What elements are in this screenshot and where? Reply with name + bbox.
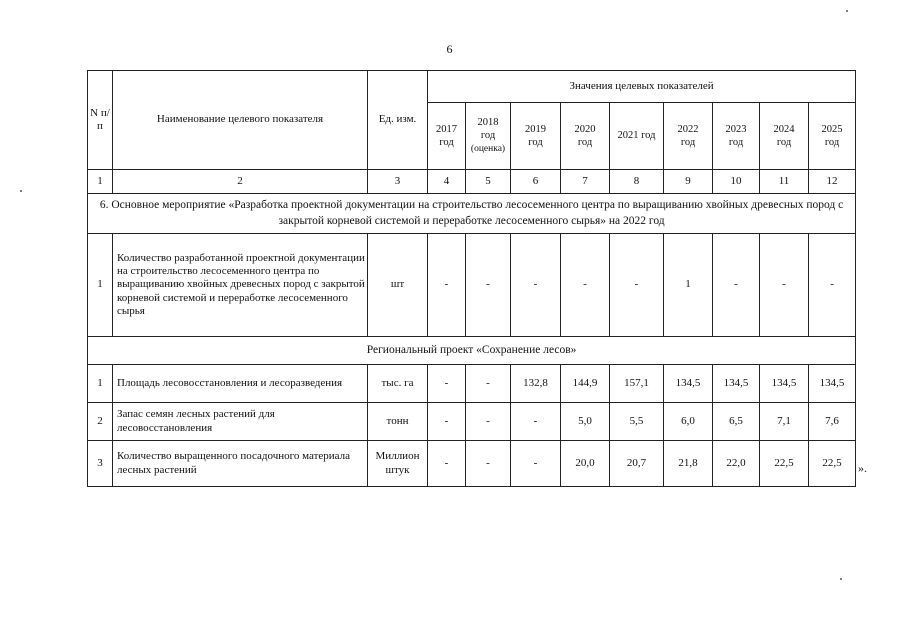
indicator-value: 132,8 [511, 365, 561, 403]
target-indicators-table [87, 70, 856, 487]
header-year-line1: 2020 [574, 123, 596, 135]
page-number: 6 [446, 42, 453, 56]
header-year-line1: 2023 [725, 123, 747, 135]
column-number: 5 [466, 170, 511, 194]
header-year-line2: год [577, 137, 593, 148]
column-number: 6 [511, 170, 561, 194]
indicator-value: - [713, 234, 760, 337]
row-number: 1 [88, 365, 113, 403]
section-title: 6. Основное мероприятие «Разработка проектной документации на строительство лесосеменного центра по выращиванию хвойных древесных пород с закрытой корневой системой и переработке лесосеменного сырья» на 2022 год [88, 194, 856, 234]
unit: тыс. га [368, 365, 428, 403]
header-year-line1: 2024 [773, 123, 795, 135]
indicator-value: 5,5 [610, 403, 664, 441]
table-row [88, 403, 856, 441]
table-row [88, 234, 856, 337]
section-row [88, 337, 856, 365]
indicator-value: - [428, 365, 466, 403]
unit: Миллион штук [368, 441, 428, 487]
indicator-name: Площадь лесовосстановления и лесоразведения [113, 365, 368, 403]
indicator-value: 144,9 [561, 365, 610, 403]
indicator-value: 134,5 [809, 365, 856, 403]
header-year-line2: год [824, 137, 840, 148]
indicator-value: - [428, 441, 466, 487]
column-number: 4 [428, 170, 466, 194]
scan-speck [840, 578, 842, 580]
indicator-value: - [511, 403, 561, 441]
scan-speck [846, 10, 848, 12]
indicator-value: 134,5 [664, 365, 713, 403]
indicator-value: - [809, 234, 856, 337]
indicator-value: - [561, 234, 610, 337]
indicator-value: 6,5 [713, 403, 760, 441]
indicator-value: 21,8 [664, 441, 713, 487]
indicator-value: - [466, 441, 511, 487]
row-number: 2 [88, 403, 113, 441]
header-year-line2: год [528, 137, 543, 148]
indicator-value: - [760, 234, 809, 337]
header-unit: Ед. изм. [368, 71, 428, 170]
header-year-line1: 2025 [821, 123, 843, 135]
indicator-value: - [511, 441, 561, 487]
indicator-value: 134,5 [760, 365, 809, 403]
header-year-line2: год [776, 137, 792, 148]
column-number: 1 [88, 170, 113, 194]
indicator-value: 22,5 [760, 441, 809, 487]
header-year [610, 103, 664, 170]
header-year-line2: год [680, 137, 696, 148]
header-year [713, 103, 760, 170]
column-number: 10 [713, 170, 760, 194]
indicator-value: - [428, 403, 466, 441]
header-year-line1: 2017 [436, 123, 457, 135]
header-year [466, 103, 511, 170]
indicator-name: Количество разработанной проектной документации на строительство лесосеменного центра по выращиванию хвойных древесных пород с закрытой корневой системой и переработке лесосеменного сырья [113, 234, 368, 337]
column-number: 8 [610, 170, 664, 194]
column-number: 2 [113, 170, 368, 194]
indicator-name: Количество выращенного посадочного материала лесных растений [113, 441, 368, 487]
indicator-value: 22,0 [713, 441, 760, 487]
section-row [88, 194, 856, 234]
header-year-line1: 2018 [477, 116, 499, 128]
indicator-value: 20,0 [561, 441, 610, 487]
indicator-value: - [466, 234, 511, 337]
header-year [760, 103, 809, 170]
unit: тонн [368, 403, 428, 441]
indicator-name: Запас семян лесных растений для лесовосстановления [113, 403, 368, 441]
table-row [88, 365, 856, 403]
header-year-line1: 2019 [525, 123, 546, 135]
closing-quote: ». [858, 461, 867, 475]
scan-speck [20, 190, 22, 192]
header-year [664, 103, 713, 170]
indicator-value: 22,5 [809, 441, 856, 487]
indicator-value: - [428, 234, 466, 337]
column-number: 3 [368, 170, 428, 194]
unit: шт [368, 234, 428, 337]
indicator-value: 7,1 [760, 403, 809, 441]
header-name: Наименование целевого показателя [113, 71, 368, 170]
indicator-value: - [466, 403, 511, 441]
header-num: N п/п [88, 71, 113, 170]
column-number: 7 [561, 170, 610, 194]
header-year [809, 103, 856, 170]
header-values-title: Значения целевых показателей [428, 71, 856, 103]
header-year-line2: год [480, 130, 496, 142]
column-number: 9 [664, 170, 713, 194]
header-year-line1: 2022 [677, 123, 699, 135]
indicator-value: 7,6 [809, 403, 856, 441]
header-year [428, 103, 466, 170]
indicator-value: - [610, 234, 664, 337]
row-number: 1 [88, 234, 113, 337]
indicator-value: 1 [664, 234, 713, 337]
indicator-value: 134,5 [713, 365, 760, 403]
indicator-value: 6,0 [664, 403, 713, 441]
indicator-value: 157,1 [610, 365, 664, 403]
column-number: 12 [809, 170, 856, 194]
indicator-value: 20,7 [610, 441, 664, 487]
row-number: 3 [88, 441, 113, 487]
indicator-value: 5,0 [561, 403, 610, 441]
header-year-line1: 2021 год [617, 130, 656, 142]
header-year-line2: год [728, 137, 744, 148]
indicator-value: - [466, 365, 511, 403]
header-year [561, 103, 610, 170]
column-number: 11 [760, 170, 809, 194]
header-year-line3: (оценка) [470, 144, 506, 155]
header-year [511, 103, 561, 170]
header-year-line2: год [439, 137, 454, 148]
table-row [88, 441, 856, 487]
indicator-value: - [511, 234, 561, 337]
section-title: Региональный проект «Сохранение лесов» [88, 337, 856, 365]
